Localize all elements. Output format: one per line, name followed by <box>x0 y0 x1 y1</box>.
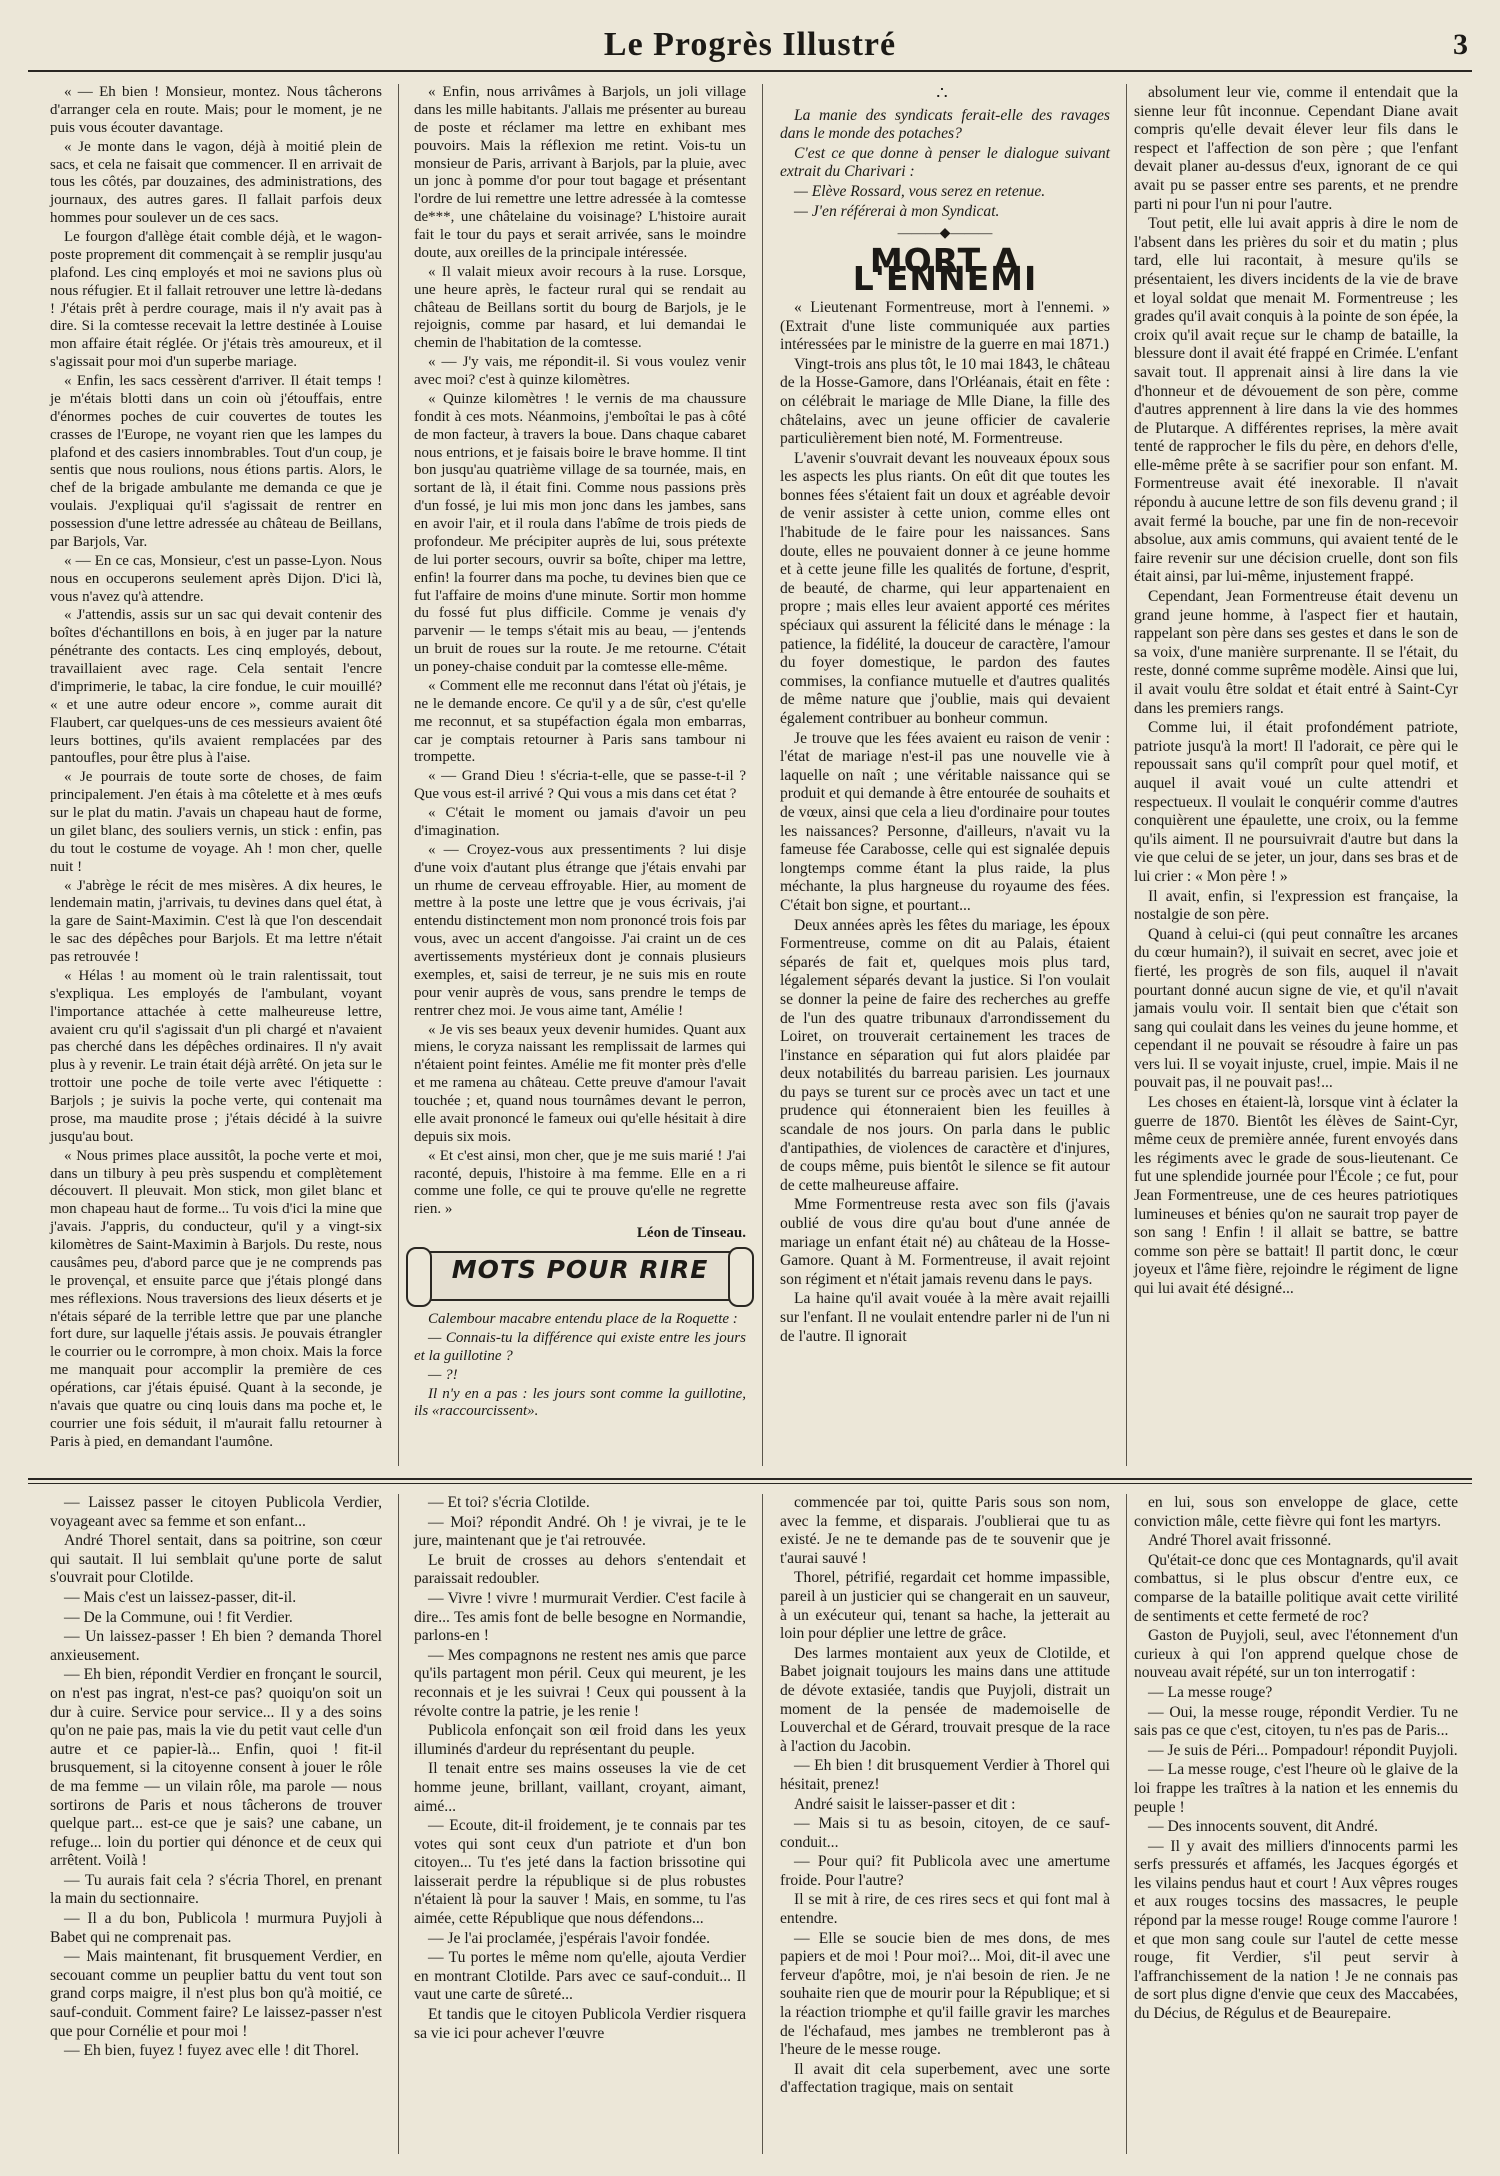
paragraph: « — Eh bien ! Monsieur, montez. Nous tâcherons d'arranger cela en route. Mais; pour le moment, je ne puis vous écouter davantage. <box>50 84 382 136</box>
paragraph: — Mais si tu as besoin, citoyen, de ce sauf-conduit... <box>780 1815 1110 1851</box>
feuilleton-column-2 <box>414 1494 746 2043</box>
paragraph: — Vivre ! vivre ! murmurait Verdier. C'est facile à dire... Tes amis font de belle besogne en Normandie, parlons-en ! <box>414 1589 746 1645</box>
paragraph: — Tu aurais fait cela ? s'écria Thorel, en prenant la main du sectionnaire. <box>50 1871 382 1908</box>
section-title: MOTS POUR RIRE <box>451 1255 709 1284</box>
paragraph: — Pour qui? fit Publicola avec une amertume froide. Pour l'autre? <box>780 1853 1110 1889</box>
paragraph: — Elle se soucie bien de mes dons, de mes papiers et de moi ! Pour moi?... Moi, dit-il avec une ferveur d'apôtre, moi, je n'ai besoin de rien. Je ne souhaite rien que de mourir pour la République; et si la réaction triomphe et qu'il faille gravir les marches de l'échafaud, mes jambes ne trembleront pas à l'heure de le messe rouge. <box>780 1929 1110 2059</box>
paragraph: L'avenir s'ouvrait devant les nouveaux époux sous les aspects les plus riants. On eût dit que toutes les bonnes fées s'étaient fait un doux et agréable devoir de venir assister à cette union, comme elles ont l'habitude de le faire pour les naissances. Sans doute, elles ne pouvaient donner à ce jeune homme et à cette jeune fille les qualités de fortune, d'esprit, de beauté, de charme, qui leur appartenaient en propre ; mais elles leur avaient apporté ces mérites spéciaux qui assurent la félicité dans le ménage : la patience, la fidélité, la douceur de caractère, l'amour du foyer domestique, le pardon des fautes commises, la confiance mutuelle et d'autres qualités de même nature que j'oublie, mais qui devaient également contribuer au bonheur commun. <box>780 449 1110 727</box>
paragraph: Et tandis que le citoyen Publicola Verdier risquera sa vie ici pour achever l'œuvre <box>414 2006 746 2042</box>
paragraph: — Eh bien, fuyez ! fuyez avec elle ! dit Thorel. <box>64 2042 360 2060</box>
quote-line: La manie des syndicats ferait-elle des ravages dans le monde des potaches? <box>780 106 1110 143</box>
paragraph: absolument leur vie, comme il entendait que la sienne leur fût inconnue. Cependant Diane avait compris qu'elle devait élever leur fils dans le respect et l'affection de son père ; que l'enfant devait planer au-dessus d'eux, ignorant de ce qui avait pu se passer entre ses parents, et ne prendre parti ni pour l'un ni pour l'autre. <box>1134 84 1458 213</box>
paragraph: « Comment elle me reconnut dans l'état où j'étais, je ne le demande encore. Ce qu'il y a de sûr, c'est qu'elle me reconnut, et sa stupéfaction égala mon embarras, car je comptais retourner à Paris sans tambour ni trompette. <box>414 677 746 766</box>
paragraph: « — Grand Dieu ! s'écria-t-elle, que se passe-t-il ? Que vous est-il arrivé ? Qui vous a mis dans cet état ? <box>414 768 746 803</box>
paragraph: — Eh bien ! dit brusquement Verdier à Thorel qui hésitait, prenez! <box>780 1757 1110 1793</box>
column-divider <box>398 1494 399 2154</box>
paragraph: « Hélas ! au moment où le train ralentissait, tout s'expliqua. Les employés de l'ambulant, voyant l'importance attachée à cette malheureuse lettre, avaient cru qu'il s'agissait d'un pli chargé et n'avaient pas cherché dans les dépêches ordinaires. Il n'y avait plus à y revenir. Le train était déjà arrêté. On jeta sur le trottoir une poche de toile verte avec l'étiquette : Barjols ; je suivis la poche verte, qui contenait ma prose, ma maudite prose ; j'étais décidé à la suivre jusqu'au bout. <box>50 967 382 1145</box>
article-signature: Léon de Tinseau. <box>636 1225 746 1242</box>
page-number: 3 <box>1453 28 1468 61</box>
paragraph: Deux années après les fêtes du mariage, les époux Formentreuse, comme on dit au Palais, étaient séparés de fait et, quelques mois plus tard, légalement séparés devant la justice. Si l'on voulait se donner la peine de faire des recherches au greffe de l'un des quatre tribunaux d'arrondissement du Loiret, on trouverait certainement les traces de l'instance en séparation qui fut alors plaidée par deux notabilités du barreau parisien. Les journaux du pays se turent sur ce procès avec un tact et une prudence qui étonneraient bien les feuilles à scandale de nos jours. On parla dans le public d'antipathies, de violences de caractère et d'injures, de coups même, puis bientôt le silence se fit autour de cette malheureuse affaire. <box>780 916 1110 1194</box>
paragraph: « Il valait mieux avoir recours à la ruse. Lorsque, une heure après, le facteur rural qui se rendait au château de Beillans sortit du bourg de Barjols, je le rejoignis, comme par hasard, et lui demandai le chemin de l'habitation de la comtesse. <box>414 263 746 352</box>
article-headline: MORT A L'ENNEMI <box>852 240 1038 299</box>
column-divider <box>398 84 399 1466</box>
section-divider <box>28 1478 1472 1480</box>
paragraph: — Des innocents souvent, dit André. <box>1148 1818 1378 1836</box>
paragraph: « J'abrège le récit de mes misères. A dix heures, le lendemain matin, j'arrivais, tu devines dans quel état, à la gare de Saint-Maximin. C'est là que l'on descendait le sac des dépêches pour Barjols. Et ma lettre n'était pas retrouvée ! <box>50 877 382 965</box>
paragraph: Je trouve que les fées avaient eu raison de venir : l'état de mariage n'est-il pas une nouvelle vie à laquelle on naît ; une véritable naissance qui se produit et qui demande à être entourée de souhaits et de vœux, ainsi que cela a lieu d'ordinaire pour toutes les naissances? Personne, d'ailleurs, n'avait vu la fameuse fée Carabosse, celle qui est signalée depuis longtemps comme étant la plus raide, la plus méchante, la plus hargneuse du royaume des fées. C'était bon signe, et pourtant... <box>780 729 1110 914</box>
column-divider <box>762 84 763 1466</box>
paragraph: « Nous primes place aussitôt, la poche verte et moi, dans un tilbury à peu près suspendu et complètement découvert. Il pleuvait. Mon stick, mon gilet blanc et mon chapeau haut de forme... Tu vois d'ici la mine que j'avais. J'appris, du conducteur, qu'il y a vingt-six kilomètres de Saint-Maximin à Barjols. Du reste, nous causâmes peu, d'abord parce que je ne comprends pas le provençal, et ensuite parce que j'étais plongé dans mes réflexions. Nous traversions des lieux déserts et je n'étais séparé de la terrible lettre que par une planche fort dure, sur laquelle j'étais assis. Je pouvais étrangler le courrier ou le corrompre, à mon choix. Mais la force me manquait pour accomplir la première de ces opérations, car j'étais épuisé. Quant à la seconde, je n'avais que quatre ou cinq louis dans ma poche et, le courrier une fois séduit, il m'aurait fallu retourner à Paris à pied, en demandant l'aumône. <box>50 1147 382 1450</box>
paragraph: Publicola enfonçait son œil froid dans les yeux illuminés d'ardeur du représentant du peuple. <box>414 1722 746 1758</box>
paragraph: — Mais c'est un laissez-passer, dit-il. <box>64 1588 297 1606</box>
paragraph: Tout petit, elle lui avait appris à dire le nom de l'absent dans les prières du soir et du matin ; plus tard, elle lui racontait, à mesure qu'ils se présentaient, les divers incidents de la vie de brave et loyal soldat que menait M. Formentreuse ; les grades qu'il avait conquis à la pointe de son épée, la croix qu'il avait reçue sur le champ de bataille, la blessure dont il avait été frappé en Crimée. L'enfant savait tout. Il apprenait ainsi à lire dans la vie d'honneur et de dévouement de son père, comme d'autres apprennent à lire dans la vie des hommes de Plutarque. A différentes reprises, la mère avait tenté de rapprocher le fils du père, en dehors d'elle, elle-même prête à se sacrifier pour son enfant. M. Formentreuse avait été inexorable. Il n'avait répondu à aucune lettre de son fils devenu grand ; il avait fermé la bouche, par une fin de non-recevoir absolue, aux amis communs, qui avaient tenté de le faire revenir sur une décision cruelle, dont son fils était ainsi, par lui-même, injustement frappé. <box>1134 215 1458 586</box>
column-1 <box>50 84 382 1452</box>
paragraph: — La messe rouge, c'est l'heure où le glaive de la loi frappe les traîtres à la nation et les ennemis du peuple ! <box>1134 1761 1458 1816</box>
paragraph: Mme Formentreuse resta avec son fils (j'avais oublié de vous dire qu'au bout d'une année de mariage un enfant était né) au château de la Hosse-Gamore. Quant à M. Formentreuse, il avait rejoint son régiment et n'était jamais revenu dans le pays. <box>780 1196 1110 1288</box>
ornament-divider: ———◆——— <box>897 226 993 242</box>
paragraph: — Eh bien, répondit Verdier en fronçant le sourcil, on n'est pas ingrat, n'est-ce pas? quoiqu'on soit un dur à cuire. Service pour service... Il y a des soins qu'on ne paie pas, mais la vie du petit vaut celle d'un autre et ce papier-là... Enfin, quoi ! fit-il brusquement, si la citoyenne consent à jouer le rôle de ma femme — un vilain rôle, ma parole — nous sortirons de Paris et nous tâcherons de trouver quelque part... est-ce que je sais? une cabane, un refuge... loin du portier qui dénonce et de ceux qui arrêtent. Voilà ! <box>50 1666 382 1870</box>
paragraph: Cependant, Jean Formentreuse était devenu un grand jeune homme, à l'aspect fier et hautain, rappelant son père dans ses gestes et dans le son de sa voix, d'une manière surprenante. Il se l'était, du reste, donné comme suprême modèle. Ainsi que lui, il avait voulu être soldat et était entré à Saint-Cyr dans les premiers rangs. <box>1134 588 1458 717</box>
paragraph: — De la Commune, oui ! fit Verdier. <box>64 1608 293 1626</box>
paragraph: « Quinze kilomètres ! le vernis de ma chaussure fondit à ces mots. Néanmoins, j'emboîtai le pas à côté de mon facteur, à travers la boue. Dans chaque cabaret nous entrions, et je faisais boire le brave homme. Il tint bon jusqu'au quatrième village de sa tournée, mais, en sortant de là, il était fini. Comme nous passions près d'un fossé, je lui mis mon jonc dans les jambes, sans en avoir l'air, et il roula dans l'abîme de trois pieds de profondeur. Me précipiter auprès de lui, sous prétexte de lui porter secours, ouvrir sa boîte, chiper ma lettre, enfin! la fourrer dans ma poche, tu devines bien que ce fut l'affaire de moins d'une minute. Sortir mon homme du fossé fut plus difficile. Comme je venais d'y parvenir — le temps s'était mis au beau, — j'entends un bruit de roues sur la route. Je me retourne. C'était un poney-chaise conduit par la comtesse elle-même. <box>414 390 746 675</box>
column-divider <box>762 1494 763 2154</box>
paragraph: Le fourgon d'allège était comble déjà, et le wagon-poste proprement dit commençait à se remplir jusqu'au plafond. Les cinq employés et moi ne savions plus où nous réfugier. Et il fallait retrouver une lettre là-dedans ! J'étais prêt à perdre courage, mais il n'y avait pas à dire. Si la comtesse recevait la lettre destinée à Louise mon affaire était réglée. Or j'étais très amoureux, et il s'agissait pour moi d'un superbe mariage. <box>50 229 382 371</box>
separator-dots: ∴ <box>936 83 954 103</box>
newspaper-title: Le Progrès Illustré <box>603 26 897 63</box>
paragraph: « J'attendis, assis sur un sac qui devait contenir des boîtes d'échantillons en bois, à en juger par la nature pénétrante des contacts. Les cinq employés, debout, travaillaient avec rage. Cela sentait l'encre d'imprimerie, le tabac, la cire fondue, le cuir mouillé? « et une autre odeur encore », comme aurait dit Flaubert, car quelques-uns de ces messieurs avaient ôté leurs bottines, qu'ils avaient remplacées par des pantoufles, pour être plus à l'aise. <box>50 607 382 767</box>
paragraph: André Thorel sentait, dans sa poitrine, son cœur qui sautait. Il lui semblait qu'une porte de salut s'ouvrait pour Clotilde. <box>50 1532 382 1587</box>
paragraph: — Et toi? s'écria Clotilde. <box>428 1494 590 1511</box>
column-3 <box>780 84 1110 1346</box>
paragraph: Il tenait entre ses mains osseuses la vie de cet homme jeune, brillant, vaillant, croyant, aimant, aimé... <box>414 1760 746 1815</box>
paragraph: — Je l'ai proclamée, j'espérais l'avoir fondée. <box>428 1929 711 1947</box>
paragraph: La haine qu'il avait vouée à la mère avait rejailli sur l'enfant. Il ne voulait entendre parler ni de l'un ni de l'autre. Il ignorait <box>780 1290 1110 1345</box>
paragraph: — Ecoute, dit-il froidement, je te connais par tes votes qui sont ceux d'un patriote et d'un bon citoyen... Tu t'es jeté dans la faction brissotine qui laisserait perdre la république si de plus robustes n'étaient là pour la sauver ! Mais, en somme, tu l'as aimée, cette République que nous défendons... <box>414 1817 746 1928</box>
paragraph: André saisit le laisser-passer et dit : <box>794 1795 1016 1813</box>
paragraph: Quand à celui-ci (qui peut connaître les arcanes du cœur humain?), il suivait en secret, avec joie et fierté, les progrès de son fils, auquel il n'avait pourtant donné aucun signe de vie, et qu'il n'avait jamais voulu voir. Il sentait bien que c'était son sang qui coulait dans les veines du jeune homme, et cependant il ne pouvait se résoudre à faire un pas vers lui. Il se voyait injuste, cruel, impie. Mais il ne pouvait pas, il ne pouvait pas!... <box>1134 925 1458 1092</box>
joke-line: — ?! <box>428 1366 458 1383</box>
paragraph: « Et c'est ainsi, mon cher, que je me suis marié ! J'ai raconté, depuis, l'histoire à ma femme. Elle en a ri comme une folle, ce qui te prouve qu'elle ne regrette rien. » <box>414 1147 746 1218</box>
paragraph: Vingt-trois ans plus tôt, le 10 mai 1843, le château de la Hosse-Gamore, dans l'Orléanais, était en fête : on célébrait le mariage de Mlle Diane, la fille des châtelains, avec un jeune officier de cavalerie particulièrement bien noté, M. Formentreuse. <box>780 355 1110 448</box>
scroll-ornament <box>728 1247 754 1307</box>
paragraph: « C'était le moment ou jamais d'avoir un peu d'imagination. <box>414 805 746 839</box>
paragraph: — Je suis de Péri... Pompadour! répondit Puyjoli. <box>1148 1741 1458 1759</box>
column-divider <box>1126 1494 1127 2154</box>
paragraph: en lui, sous son enveloppe de glace, cette conviction mâle, cette fièvre qui font les martyrs. <box>1134 1494 1458 1530</box>
joke-line: Il n'y en a pas : les jours sont comme la guillotine, ils «raccourcissent». <box>414 1385 746 1420</box>
paragraph: André Thorel avait frissonné. <box>1148 1532 1332 1550</box>
paragraph: Comme lui, il était profondément patriote, patriote jusqu'à la mort! Il l'adorait, ce père qui le repoussait sans qu'il comprît pour quel motif, et auquel il avait voué un culte attendri et respectueux. Il voulait le conquérir comme d'autres conquièrent une épaulette, une croix, ou la femme qu'ils aiment. Il ne poursuivrait d'autre but dans la vie que celui de se jeter, un jour, dans ses bras et de lui crier : « Mon père ! » <box>1134 719 1458 885</box>
column-2 <box>414 84 746 1421</box>
paragraph: Il avait dit cela superbement, avec une sorte d'affectation tragique, mais on sentait <box>780 2060 1110 2097</box>
paragraph: « Enfin, les sacs cessèrent d'arriver. Il était temps ! je m'étais blotti dans un coin où j'étouffais, entre d'énormes poches de cuir couvertes de toutes les crasses de l'Europe, ne voyant rien que les lampes du plafond et des casiers innombrables. Tout d'un coup, je sentis que nous roulions, nous étions partis. Alors, le chef de la brigade ambulante me demanda ce que je voulais. J'expliquai qu'il s'agissait de rentrer en possession d'une lettre adressée au château de Beillans, par Barjols, Var. <box>50 373 382 550</box>
scroll-ornament <box>406 1247 432 1307</box>
paragraph: — Tu portes le même nom qu'elle, ajouta Verdier en montrant Clotilde. Pars avec ce sauf-conduit... Il vaut une carte de sûreté... <box>414 1949 746 2004</box>
feuilleton-column-3 <box>780 1494 1110 2098</box>
paragraph: — Il y avait des milliers d'innocents parmi les serfs pressurés et affamés, les Jacques égorgés et les vilains pendus haut et court ! Aux vêpres rouges et aux rouges tocsins des massacres, le peuple répond par la messe rouge! Rouge comme l'aurore ! et que mon sang coule sur l'autel de cette messe rouge, fit Verdier, s'il peut servir à l'affranchissement de la nation ! Je ne connais pas de sort plus digne d'envie que ceux des Maccabées, du Décius, de Régulus et de Beaurepaire. <box>1134 1837 1458 2023</box>
paragraph: Le bruit de crosses au dehors s'entendait et paraissait redoubler. <box>414 1551 746 1588</box>
paragraph: commencée par toi, quitte Paris sous son nom, avec la femme, et disparais. J'oublierai que tu as existé. Je ne te demande pas de te souvenir que je t'aurai sauvé ! <box>780 1494 1110 1567</box>
feuilleton-column-1 <box>50 1494 382 2061</box>
page-header <box>28 18 1472 72</box>
paragraph: Il se mit à rire, de ces rires secs et qui font mal à entendre. <box>780 1891 1110 1928</box>
paragraph: « Je pourrais de toute sorte de choses, de faim principalement. J'en étais à ma côtelette et à mes œufs sur le plat du matin. J'avais un chapeau haut de forme, un gilet blanc, des souliers vernis, un stick : enfin, pas du tout le costume de voyage. Ah ! mon cher, quelle nuit ! <box>50 769 382 875</box>
column-divider <box>1126 84 1127 1466</box>
paragraph: « — Croyez-vous aux pressentiments ? lui disje d'une voix d'autant plus étrange que j'étais envahi par un rhume de cerveau effroyable. Hier, au moment de mettre à la poste une lettre que je vous écrivais, j'ai entendu distinctement mon nom prononcé trois fois par vous, avec un accent d'angoisse. J'ai craint un de ces avertissements mystérieux dont je connais plusieurs exemples, et, saisi de terreur, je ne suis mis en route pour venir auprès de vous, sans prendre le temps de rentrer chez moi. Je vous aime tant, Amélie ! <box>414 841 747 1019</box>
column-4 <box>1134 84 1458 1299</box>
paragraph: — Moi? répondit André. Oh ! je vivrai, je te le jure, maintenant que je t'ai retrouvée. <box>414 1513 746 1550</box>
paragraph: Gaston de Puyjoli, seul, avec l'étonnement d'un curieux à qui l'on apprend quelque chose de nouveau avait répété, sur un ton interrogatif : <box>1134 1627 1458 1682</box>
feuilleton-column-4 <box>1134 1494 1458 2024</box>
paragraph: — Laissez passer le citoyen Publicola Verdier, voyageant avec sa femme et son enfant... <box>50 1494 382 1530</box>
paragraph: « Lieutenant Formentreuse, mort à l'ennemi. » (Extrait d'une liste communiquée aux parties intéressées par le ministre de la guerre en mai 1871.) <box>780 298 1110 354</box>
quote-line: — J'en référerai à mon Syndicat. <box>794 202 1000 220</box>
section-divider <box>28 1483 1472 1484</box>
paragraph: « — En ce cas, Monsieur, c'est un passe-Lyon. Nous nous en occuperons seulement après Dijon. D'ici là, vous n'avez qu'à attendre. <box>50 552 382 605</box>
paragraph: — Un laissez-passer ! Eh bien ? demanda Thorel anxieusement. <box>50 1628 382 1664</box>
paragraph: Qu'était-ce donc que ces Montagnards, qu'il avait combattus, si le plus obscur d'entre eux, ce comparse de la bataille politique avait cette virilité de sentiments et cette fermeté de roc? <box>1134 1551 1458 1625</box>
mots-pour-rire-banner <box>414 1251 746 1301</box>
paragraph: — Oui, la messe rouge, répondit Verdier. Tu ne sais pas ce que c'est, citoyen, tu n'es pas de Paris... <box>1134 1703 1458 1740</box>
paragraph: — Mes compagnons ne restent nes amis que parce qu'ils partagent mon péril. Ceux qui meurent, je les reconnais et je les suivrai ! Ceux qui poussent à la révolte contre la patrie, je les renie ! <box>414 1646 746 1720</box>
paragraph: — Il a du bon, Publicola ! murmura Puyjoli à Babet qui ne comprenait pas. <box>50 1910 382 1946</box>
paragraph: Des larmes montaient aux yeux de Clotilde, et Babet joignait toujours les mains dans une attitude de dévote extasiée, tandis que Puyjoli, distrait un moment de la pensée de mademoiselle de Louverchal et de Gérard, trouvait presque de la race à l'action du Jacobin. <box>780 1644 1110 1755</box>
paragraph: « Enfin, nous arrivâmes à Barjols, un joli village dans les mille habitants. J'allais me présenter au bureau de poste et réclamer ma lettre en exhibant mes pouvoirs. Mais la réflexion me retint. Vois-tu un monsieur de Paris, arrivant à Barjols, par la pluie, avec un jonc à pomme d'or pour tout bagage et présentant l'ordre de lui remettre une lettre adressée à la comtesse de***, une châtelaine du voisinage? L'histoire aurait fait le tour du pays et serait arrivée, sans le moindre doute, aux oreilles de la principale intéressée. <box>414 84 746 261</box>
paragraph: Il avait, enfin, si l'expression est française, la nostalgie de son père. <box>1134 887 1458 924</box>
paragraph: Les choses en étaient-là, lorsque vint à éclater la guerre de 1870. Bientôt les élèves de Saint-Cyr, même ceux de première année, furent envoyés dans les régiments avec le grade de sous-lieutenant. Ce fut une splendide journée pour l'École ; ce fut, pour Jean Formentreuse, une de ces heures patriotiques lumineuses et bénies qu'on ne saurait trop payer de son sang ! Enfin ! il allait se battre, se battre comme son père se battait! Il partit donc, le cœur joyeux et l'âme fière, rejoindre le régiment de ligne qui lui avait été désigné... <box>1134 1094 1458 1297</box>
quote-line: — Elève Rossard, vous serez en retenue. <box>794 182 1046 200</box>
joke-line: Calembour macabre entendu place de la Roquette : <box>428 1311 738 1327</box>
quote-line: C'est ce que donne à penser le dialogue suivant extrait du Charivari : <box>780 144 1110 181</box>
paragraph: « Je monte dans le vagon, déjà à moitié plein de sacs, et cela ne faisait que commencer. Il en arrivait de tous les côtés, par douzaines, des administrations, des journaux, des autres gares. Il fallait parfois deux hommes pour soulever un de ces sacs. <box>50 138 382 227</box>
paragraph: — La messe rouge? <box>1148 1683 1273 1701</box>
paragraph: « Je vis ses beaux yeux devenir humides. Quant aux miens, le coryza naissant les remplissait de larmes qui n'étaient point feintes. Amélie me fit monter près d'elle et me ramena au château. Cette preuve d'amour l'avait touchée ; et, quand nous tournâmes devant le perron, elle avait prononcé le fameux oui qu'elle hésitait à dire depuis six mois. <box>414 1021 746 1145</box>
paragraph: Thorel, pétrifié, regardait cet homme impassible, pareil à un justicier qui se changerait en un sauveur, à un exécuteur qui, tenant sa hache, la jetterait au loin pour déplier une lettre de grâce. <box>780 1569 1110 1643</box>
paragraph: — Mais maintenant, fit brusquement Verdier, en secouant comme un peuplier battu du vent tout son grand corps maigre, il n'est plus bon qu'à moitié, ce sauf-conduit. Comment faire? Le laissez-passer n'est que pour Cornélie et pour moi ! <box>50 1948 382 2040</box>
paragraph: « — J'y vais, me répondit-il. Si vous voulez venir avec moi? c'est à quinze kilomètres. <box>414 354 746 388</box>
joke-line: — Connais-tu la différence qui existe entre les jours et la guillotine ? <box>414 1329 746 1364</box>
